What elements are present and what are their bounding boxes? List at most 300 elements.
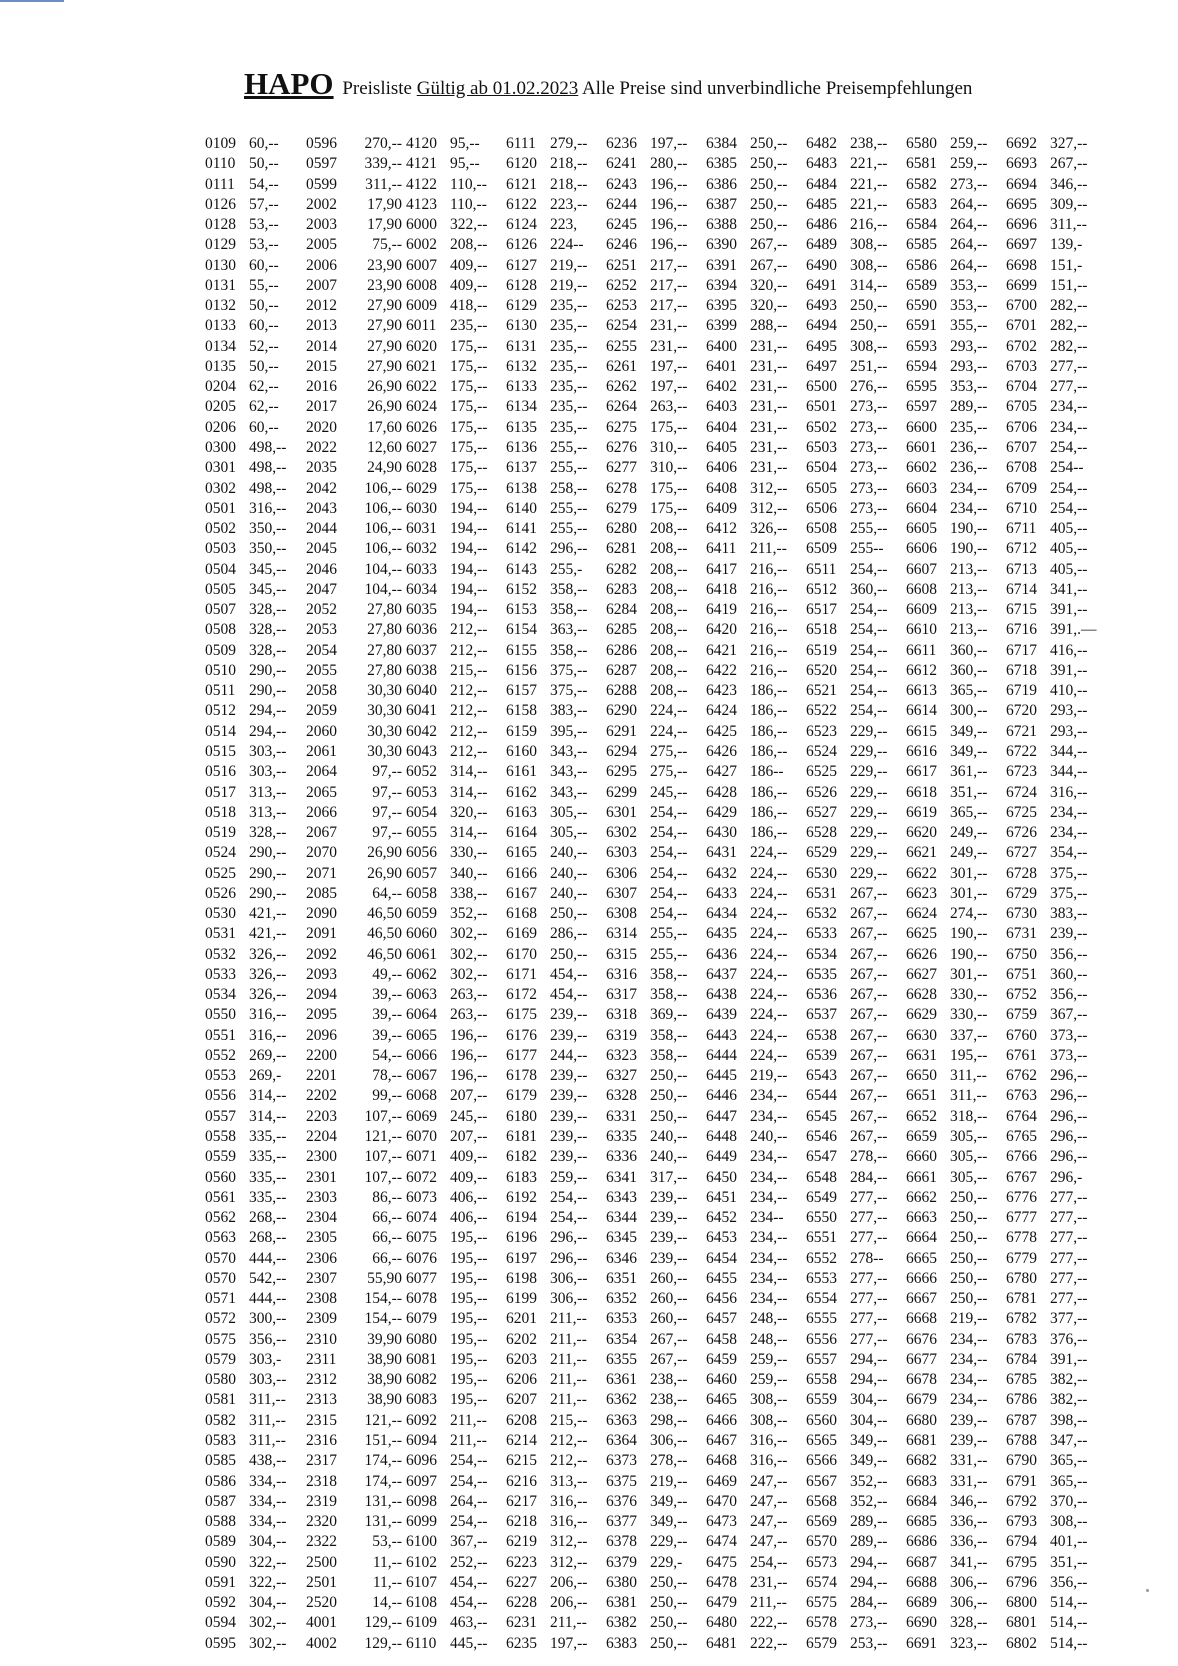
article-price: 296,--	[550, 1249, 588, 1267]
article-number: 6727	[1006, 844, 1037, 862]
article-price: 365,--	[950, 682, 988, 700]
price-row	[205, 924, 301, 944]
article-number: 6024	[406, 398, 437, 416]
article-number: 6777	[1006, 1209, 1037, 1227]
price-row	[806, 843, 902, 863]
price-row	[706, 377, 802, 397]
price-row	[1006, 458, 1102, 478]
article-number: 6035	[406, 601, 437, 619]
article-number: 6688	[906, 1573, 937, 1591]
price-row	[506, 1472, 602, 1492]
article-number: 6335	[606, 1128, 637, 1146]
price-row	[806, 1613, 902, 1633]
article-price: 247,--	[750, 1472, 788, 1490]
article-number: 2313	[306, 1391, 337, 1409]
article-price: 353,--	[950, 297, 988, 315]
article-number: 6219	[506, 1533, 537, 1551]
article-price: 211,--	[450, 1432, 487, 1449]
price-row	[706, 1208, 802, 1228]
article-price: 355,--	[950, 317, 988, 335]
article-price: 312,--	[750, 479, 788, 497]
article-price: 239,--	[650, 1209, 688, 1227]
article-number: 6121	[506, 175, 537, 193]
article-price: 349,--	[850, 1432, 888, 1449]
price-column	[606, 134, 702, 1654]
article-number: 6122	[506, 195, 537, 213]
article-number: 6698	[1006, 256, 1037, 274]
price-row	[205, 256, 301, 276]
article-number: 6302	[606, 824, 637, 842]
article-number: 6565	[806, 1432, 837, 1449]
price-row	[306, 235, 402, 255]
article-price: 234,--	[750, 1290, 788, 1308]
article-number: 6178	[506, 1067, 537, 1085]
article-price: 30,30	[367, 722, 402, 740]
price-row	[606, 1411, 702, 1431]
article-price: 60,--	[249, 135, 279, 152]
article-number: 6290	[606, 702, 637, 720]
price-row	[606, 1208, 702, 1228]
article-price: 277,--	[1050, 1188, 1088, 1206]
article-number: 6387	[706, 195, 737, 213]
price-row	[306, 316, 402, 336]
price-row	[706, 296, 802, 316]
article-price: 296,--	[550, 540, 588, 558]
article-number: 6096	[406, 1452, 437, 1470]
article-number: 6525	[806, 763, 837, 781]
price-row	[406, 620, 502, 640]
article-number: 6020	[406, 337, 437, 355]
article-price: 27,80	[367, 641, 402, 659]
article-number: 6651	[906, 1087, 937, 1105]
article-price: 239,--	[650, 1249, 688, 1267]
article-price: 224,--	[750, 925, 788, 943]
article-number: 6069	[406, 1107, 437, 1125]
article-number: 6295	[606, 763, 637, 781]
price-row	[205, 235, 301, 255]
article-price: 208,--	[650, 601, 688, 619]
price-row	[205, 175, 301, 195]
price-row	[906, 397, 1002, 417]
article-price: 57,--	[249, 195, 279, 213]
article-price: 343,--	[550, 783, 588, 801]
article-price: 418,--	[450, 297, 488, 315]
article-price: 248,--	[750, 1330, 788, 1348]
article-number: 6589	[906, 276, 937, 294]
article-price: 463,--	[450, 1614, 488, 1632]
price-row	[306, 499, 402, 519]
article-price: 216,--	[750, 621, 788, 639]
price-row	[806, 701, 902, 721]
price-row	[706, 742, 802, 762]
price-row	[606, 641, 702, 661]
price-row	[406, 1593, 502, 1613]
article-price: 154,--	[364, 1290, 402, 1308]
article-price: 186,--	[750, 742, 788, 760]
price-row	[806, 1634, 902, 1654]
article-number: 2307	[306, 1269, 337, 1287]
article-number: 6285	[606, 621, 637, 639]
article-number: 6490	[806, 256, 837, 274]
article-price: 383,--	[550, 702, 588, 720]
article-number: 6778	[1006, 1229, 1037, 1247]
article-price: 234,--	[750, 1107, 788, 1125]
article-number: 6602	[906, 459, 937, 477]
article-number: 6512	[806, 580, 837, 598]
price-row	[706, 945, 802, 965]
article-price: 216,--	[850, 216, 888, 234]
article-price: 129,--	[364, 1634, 402, 1652]
article-number: 6427	[706, 763, 737, 781]
article-price: 66,--	[372, 1229, 402, 1247]
article-price: 305,--	[550, 824, 588, 842]
price-row	[906, 620, 1002, 640]
price-row	[1006, 1269, 1102, 1289]
price-row	[406, 1289, 502, 1309]
article-price: 290,--	[249, 661, 287, 679]
price-row	[1006, 134, 1102, 154]
article-price: 311,--	[249, 1411, 286, 1429]
article-price: 302,--	[249, 1614, 287, 1632]
price-row	[1006, 215, 1102, 235]
article-price: 314,--	[249, 1087, 287, 1105]
price-row	[606, 276, 702, 296]
article-price: 231,--	[650, 317, 688, 335]
price-row	[506, 296, 602, 316]
article-price: 311,--	[950, 1087, 987, 1105]
article-price: 250,--	[850, 317, 888, 335]
article-number: 6034	[406, 580, 437, 598]
article-price: 239,--	[550, 1006, 588, 1024]
article-price: 216,--	[750, 601, 788, 619]
article-price: 277,--	[1050, 357, 1088, 375]
article-price: 254,--	[550, 1188, 588, 1206]
article-price: 349,--	[650, 1513, 688, 1531]
article-price: 267,--	[850, 965, 888, 983]
article-price: 296,--	[1050, 1067, 1088, 1085]
article-number: 6629	[906, 1006, 937, 1024]
price-row	[906, 1046, 1002, 1066]
article-number: 2318	[306, 1472, 337, 1490]
article-price: 277,--	[1050, 378, 1088, 396]
price-row	[506, 154, 602, 174]
article-number: 6537	[806, 1006, 837, 1024]
price-row	[406, 316, 502, 336]
article-number: 6586	[906, 256, 937, 274]
article-price: 217,--	[650, 297, 688, 315]
price-row	[1006, 1289, 1102, 1309]
article-price: 17,90	[367, 216, 402, 234]
article-number: 6278	[606, 479, 637, 497]
price-row	[606, 1330, 702, 1350]
article-price: 75,--	[372, 236, 402, 254]
article-number: 6251	[606, 256, 637, 274]
article-number: 6689	[906, 1594, 937, 1612]
article-number: 6475	[706, 1553, 737, 1571]
article-price: 310,--	[650, 438, 688, 456]
article-price: 211,--	[750, 1594, 787, 1612]
article-price: 175,--	[450, 357, 488, 375]
article-number: 6456	[706, 1290, 737, 1308]
price-row	[306, 134, 402, 154]
article-number: 6703	[1006, 357, 1037, 375]
article-price: 195,--	[450, 1330, 488, 1348]
article-number: 6282	[606, 560, 637, 578]
price-row	[205, 620, 301, 640]
price-row	[606, 600, 702, 620]
article-number: 6183	[506, 1168, 537, 1186]
article-number: 0582	[205, 1411, 236, 1429]
price-row	[306, 175, 402, 195]
article-number: 4123	[406, 195, 437, 213]
article-price: 269,-	[249, 1067, 282, 1085]
article-price: 498,--	[249, 479, 287, 497]
article-price: 236,--	[950, 438, 988, 456]
price-row	[205, 377, 301, 397]
price-row	[1006, 1046, 1102, 1066]
article-price: 445,--	[450, 1634, 488, 1652]
price-row	[506, 1127, 602, 1147]
article-price: 97,--	[372, 824, 402, 842]
article-number: 6787	[1006, 1411, 1037, 1429]
article-price: 221,--	[850, 195, 888, 213]
price-row	[606, 235, 702, 255]
article-number: 6403	[706, 398, 737, 416]
article-number: 6766	[1006, 1148, 1037, 1166]
article-number: 6363	[606, 1411, 637, 1429]
article-number: 6605	[906, 520, 937, 538]
article-number: 6713	[1006, 560, 1037, 578]
price-row	[306, 519, 402, 539]
article-number: 6353	[606, 1310, 637, 1328]
price-row	[306, 438, 402, 458]
article-number: 6687	[906, 1553, 937, 1571]
article-number: 6485	[806, 195, 837, 213]
article-price: 194,--	[450, 580, 488, 598]
price-row	[906, 1005, 1002, 1025]
article-price: 316,--	[550, 1513, 588, 1531]
article-number: 6052	[406, 763, 437, 781]
price-row	[506, 1066, 602, 1086]
price-row	[1006, 1188, 1102, 1208]
article-price: 219,--	[950, 1310, 988, 1328]
price-row	[506, 681, 602, 701]
article-price: 250,--	[650, 1107, 688, 1125]
article-number: 2013	[306, 317, 337, 335]
article-number: 6287	[606, 661, 637, 679]
article-price: 208,--	[450, 236, 488, 254]
article-number: 2016	[306, 378, 337, 396]
article-number: 6519	[806, 641, 837, 659]
article-price: 50,--	[249, 155, 279, 173]
article-price: 27,90	[367, 317, 402, 335]
article-price: 234,--	[1050, 824, 1088, 842]
article-number: 2055	[306, 661, 337, 679]
price-row	[306, 1107, 402, 1127]
article-price: 66,--	[372, 1249, 402, 1267]
article-number: 6469	[706, 1472, 737, 1490]
price-row	[706, 1269, 802, 1289]
price-row	[205, 1532, 301, 1552]
article-price: 244,--	[550, 1046, 588, 1064]
article-price: 224,--	[750, 884, 788, 902]
price-row	[506, 1532, 602, 1552]
price-row	[706, 924, 802, 944]
article-price: 211,--	[550, 1330, 587, 1348]
article-number: 6580	[906, 135, 937, 152]
article-number: 6702	[1006, 337, 1037, 355]
article-number: 6436	[706, 945, 737, 963]
price-row	[706, 499, 802, 519]
article-price: 273,--	[950, 175, 988, 193]
article-price: 195,--	[450, 1290, 488, 1308]
price-row	[806, 965, 902, 985]
price-row	[606, 722, 702, 742]
price-row	[306, 479, 402, 499]
article-price: 194,--	[450, 601, 488, 619]
article-number: 6067	[406, 1067, 437, 1085]
article-number: 6630	[906, 1026, 937, 1044]
article-price: 273,--	[850, 499, 888, 517]
price-row	[806, 1208, 902, 1228]
price-row	[306, 337, 402, 357]
price-row	[506, 1492, 602, 1512]
price-row	[606, 175, 702, 195]
article-price: 273,--	[850, 479, 888, 497]
price-row	[906, 1492, 1002, 1512]
article-number: 0205	[205, 398, 236, 416]
price-row	[806, 479, 902, 499]
article-number: 6530	[806, 864, 837, 882]
article-number: 2310	[306, 1330, 337, 1348]
article-number: 6379	[606, 1553, 637, 1571]
article-number: 6281	[606, 540, 637, 558]
price-row	[606, 580, 702, 600]
price-row	[1006, 1390, 1102, 1410]
price-row	[906, 924, 1002, 944]
article-number: 6064	[406, 1006, 437, 1024]
price-row	[306, 458, 402, 478]
article-number: 6331	[606, 1107, 637, 1125]
article-price: 409,--	[450, 256, 488, 274]
price-row	[806, 884, 902, 904]
article-price: 249,--	[950, 824, 988, 842]
price-row	[806, 620, 902, 640]
article-price: 498,--	[249, 459, 287, 477]
price-row	[606, 1512, 702, 1532]
price-row	[205, 1553, 301, 1573]
price-row	[306, 1005, 402, 1025]
article-number: 6120	[506, 155, 537, 173]
article-number: 6780	[1006, 1269, 1037, 1287]
price-row	[205, 539, 301, 559]
article-number: 6040	[406, 682, 437, 700]
article-price: 139,-	[1050, 236, 1083, 254]
article-price: 245,--	[450, 1107, 488, 1125]
price-row	[306, 641, 402, 661]
article-number: 6721	[1006, 722, 1037, 740]
article-number: 6394	[706, 276, 737, 294]
price-row	[806, 154, 902, 174]
article-price: 273,--	[850, 459, 888, 477]
article-price: 326,--	[249, 945, 287, 963]
article-number: 6719	[1006, 682, 1037, 700]
price-row	[1006, 357, 1102, 377]
price-row	[906, 762, 1002, 782]
article-price: 218,--	[550, 175, 588, 193]
price-row	[806, 316, 902, 336]
article-price: 224,--	[750, 945, 788, 963]
article-number: 6705	[1006, 398, 1037, 416]
article-price: 223,	[550, 216, 578, 234]
article-price: 259,--	[750, 1371, 788, 1389]
article-price: 335,--	[249, 1168, 287, 1186]
price-row	[906, 458, 1002, 478]
price-row	[706, 620, 802, 640]
article-price: 353,--	[950, 378, 988, 396]
article-number: 6301	[606, 803, 637, 821]
price-row	[806, 924, 902, 944]
price-row	[506, 377, 602, 397]
price-row	[706, 1593, 802, 1613]
article-price: 334,--	[249, 1513, 287, 1531]
price-row	[306, 661, 402, 681]
article-number: 6100	[406, 1533, 437, 1551]
price-row	[606, 316, 702, 336]
article-number: 2085	[306, 884, 337, 902]
article-price: 97,--	[372, 763, 402, 781]
price-row	[406, 641, 502, 661]
price-row	[806, 1269, 902, 1289]
article-number: 6685	[906, 1513, 937, 1531]
article-price: 277,--	[850, 1269, 888, 1287]
price-row	[706, 1026, 802, 1046]
article-price: 235,--	[550, 398, 588, 416]
article-price: 300,--	[950, 702, 988, 720]
price-row	[1006, 985, 1102, 1005]
article-price: 331,--	[950, 1472, 988, 1490]
article-number: 6429	[706, 803, 737, 821]
article-price: 224,--	[750, 1046, 788, 1064]
price-row	[606, 1168, 702, 1188]
article-number: 6299	[606, 783, 637, 801]
article-price: 317,--	[650, 1168, 688, 1186]
price-row	[706, 1390, 802, 1410]
article-number: 6431	[706, 844, 737, 862]
price-row	[205, 803, 301, 823]
price-row	[1006, 1086, 1102, 1106]
price-row	[806, 985, 902, 1005]
price-row	[906, 1472, 1002, 1492]
article-price: 216,--	[750, 580, 788, 598]
price-row	[606, 337, 702, 357]
price-row	[906, 600, 1002, 620]
article-number: 0534	[205, 986, 236, 1004]
article-number: 0511	[205, 682, 236, 700]
article-price: 121,--	[364, 1411, 402, 1429]
article-price: 234,--	[950, 499, 988, 517]
price-row	[406, 843, 502, 863]
article-number: 6452	[706, 1209, 737, 1227]
article-number: 6097	[406, 1472, 437, 1490]
article-price: 195,--	[450, 1371, 488, 1389]
article-number: 6544	[806, 1087, 837, 1105]
price-row	[806, 134, 902, 154]
price-row	[1006, 276, 1102, 296]
article-number: 6319	[606, 1026, 637, 1044]
article-number: 0558	[205, 1128, 236, 1146]
price-row	[906, 722, 1002, 742]
